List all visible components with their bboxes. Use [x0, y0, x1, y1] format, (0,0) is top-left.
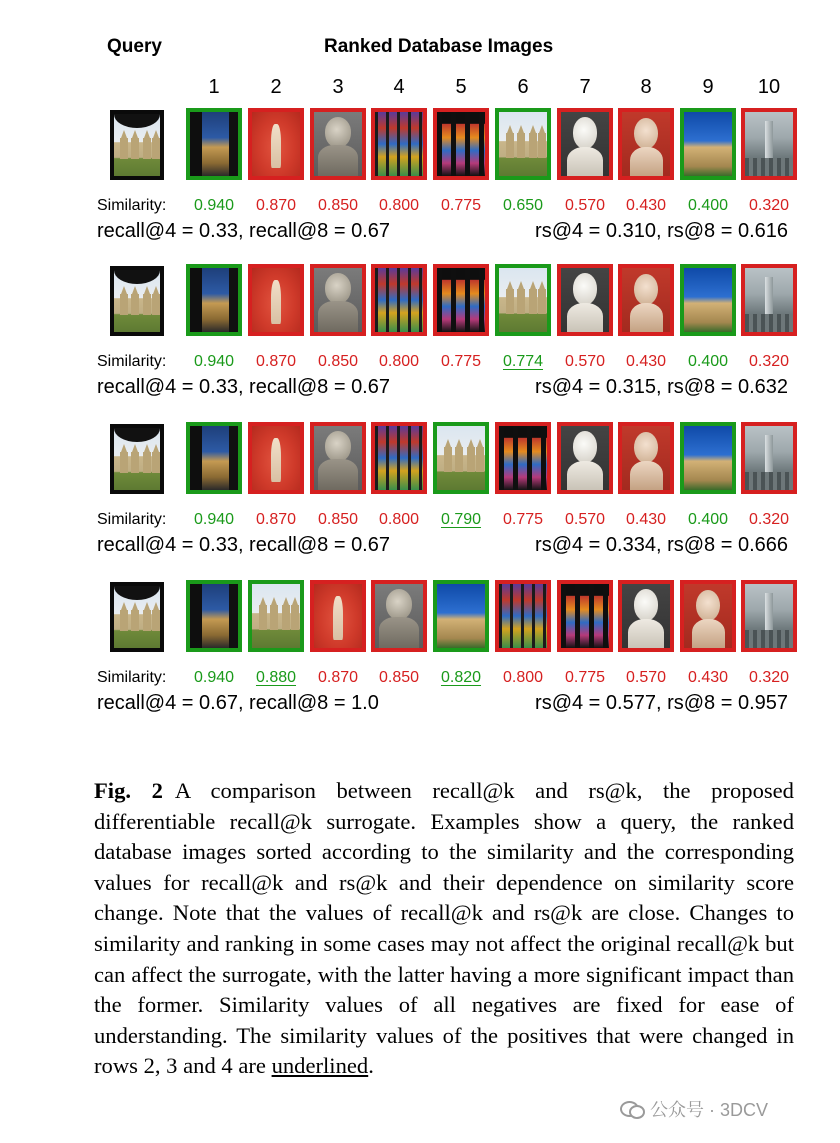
negative-image [557, 108, 613, 180]
similarity-value: 0.430 [687, 669, 729, 686]
statue-picture [252, 426, 300, 490]
negative-image [433, 264, 489, 336]
statue-picture [314, 584, 362, 648]
negative-image [248, 422, 304, 494]
negative-image [557, 580, 613, 652]
negative-image [248, 108, 304, 180]
negative-image [248, 264, 304, 336]
college-picture [252, 584, 300, 648]
negative-image [371, 108, 427, 180]
caption-text: A comparison between recall@k and rs@k, the proposed differentiable recall@k surrogate. Examples show a query, the ranked database images sorted according to the similarity and the corresponding values for recall@k and rs@k and their dependence on similarity score change. Note that the values of recall@k and rs@k are close. Changes to similarity and ranking in some cases may not affect the original recall@k but can affect the surrogate, with the latter having a more significant impact than the former. Similarity values of all negatives are fixed for ease of understanding. The similarity values of the positives that were changed in rows 2, 3 and 4 are [94, 778, 794, 1079]
positive-image [495, 264, 551, 336]
similarity-value: 0.940 [193, 511, 235, 528]
negative-image [310, 108, 366, 180]
bust-picture [314, 112, 362, 176]
query-image [110, 424, 164, 494]
similarity-value: 0.570 [625, 669, 667, 686]
similarity-value: 0.775 [564, 669, 606, 686]
similarity-value: 0.800 [378, 353, 420, 370]
similarity-value: 0.800 [378, 511, 420, 528]
query-image [110, 582, 164, 652]
glass-picture [499, 584, 547, 648]
city-picture [745, 112, 793, 176]
negative-image [310, 422, 366, 494]
negative-image [618, 264, 674, 336]
similarity-value: 0.870 [255, 511, 297, 528]
caption-label: Fig. 2 [94, 778, 163, 803]
rs-metrics: rs@4 = 0.577, rs@8 = 0.957 [535, 692, 788, 714]
rs-metrics: rs@4 = 0.315, rs@8 = 0.632 [535, 376, 788, 398]
negative-image [618, 108, 674, 180]
similarity-label: Similarity: [97, 353, 167, 370]
city-picture [745, 426, 793, 490]
query-image [110, 110, 164, 180]
rank-number: 10 [757, 76, 781, 98]
positive-image [680, 108, 736, 180]
woman-picture [561, 112, 609, 176]
negative-image [371, 422, 427, 494]
positive-image [680, 422, 736, 494]
caption-end: . [368, 1053, 374, 1079]
night-picture [190, 112, 238, 176]
bluesky-picture [437, 584, 485, 648]
negative-image [433, 108, 489, 180]
similarity-value: 0.775 [502, 511, 544, 528]
similarity-value: 0.880 [255, 669, 297, 686]
recall-metrics: recall@4 = 0.33, recall@8 = 0.67 [97, 376, 390, 398]
header-ranked: Ranked Database Images [324, 36, 554, 57]
positive-image [433, 422, 489, 494]
negative-image [680, 580, 736, 652]
bluesky-picture [684, 112, 732, 176]
wechat-icon [620, 1099, 644, 1119]
positive-image [495, 108, 551, 180]
query-picture [114, 270, 160, 332]
similarity-value: 0.570 [564, 511, 606, 528]
query-picture [114, 114, 160, 176]
bust-picture [375, 584, 423, 648]
college-picture [437, 426, 485, 490]
similarity-value: 0.940 [193, 669, 235, 686]
similarity-value: 0.650 [502, 197, 544, 214]
bust-picture [314, 426, 362, 490]
statue-picture [252, 268, 300, 332]
similarity-value: 0.320 [748, 669, 790, 686]
similarity-label: Similarity: [97, 197, 167, 214]
night-picture [190, 426, 238, 490]
negative-image [741, 580, 797, 652]
woman-picture [622, 584, 670, 648]
night-picture [190, 268, 238, 332]
similarity-value: 0.870 [255, 197, 297, 214]
query-picture [114, 428, 160, 490]
rank-number: 4 [393, 76, 405, 98]
negative-image [618, 422, 674, 494]
rank-number: 8 [640, 76, 652, 98]
rank-number: 6 [517, 76, 529, 98]
similarity-value: 0.850 [317, 197, 359, 214]
header-query: Query [107, 36, 162, 57]
redbust-picture [684, 584, 732, 648]
bust-picture [314, 268, 362, 332]
night-picture [190, 584, 238, 648]
glass2-picture [437, 112, 485, 176]
positive-image [186, 108, 242, 180]
similarity-value: 0.320 [748, 197, 790, 214]
similarity-value: 0.820 [440, 669, 482, 686]
similarity-label: Similarity: [97, 669, 167, 686]
negative-image [557, 422, 613, 494]
figure-caption [94, 776, 794, 1082]
recall-metrics: recall@4 = 0.33, recall@8 = 0.67 [97, 220, 390, 242]
similarity-value: 0.870 [317, 669, 359, 686]
similarity-value: 0.430 [625, 197, 667, 214]
rank-number: 5 [455, 76, 467, 98]
similarity-value: 0.400 [687, 511, 729, 528]
glass2-picture [561, 584, 609, 648]
rank-number: 2 [270, 76, 282, 98]
similarity-value: 0.800 [378, 197, 420, 214]
positive-image [433, 580, 489, 652]
bluesky-picture [684, 426, 732, 490]
positive-image [680, 264, 736, 336]
query-picture [114, 586, 160, 648]
positive-image [248, 580, 304, 652]
college-picture [499, 112, 547, 176]
glass-picture [375, 426, 423, 490]
similarity-value: 0.940 [193, 197, 235, 214]
caption-underlined: underlined [271, 1053, 369, 1079]
negative-image [741, 264, 797, 336]
similarity-value: 0.850 [378, 669, 420, 686]
similarity-label: Similarity: [97, 511, 167, 528]
similarity-value: 0.430 [625, 353, 667, 370]
positive-image [186, 580, 242, 652]
negative-image [310, 264, 366, 336]
similarity-value: 0.870 [255, 353, 297, 370]
glass2-picture [499, 426, 547, 490]
similarity-value: 0.570 [564, 197, 606, 214]
woman-picture [561, 268, 609, 332]
negative-image [618, 580, 674, 652]
similarity-value: 0.775 [440, 197, 482, 214]
watermark [620, 1096, 768, 1122]
rs-metrics: rs@4 = 0.310, rs@8 = 0.616 [535, 220, 788, 242]
similarity-value: 0.940 [193, 353, 235, 370]
rank-number: 9 [702, 76, 714, 98]
positive-image [186, 422, 242, 494]
similarity-value: 0.570 [564, 353, 606, 370]
similarity-value: 0.850 [317, 511, 359, 528]
watermark-text: 公众号 · 3DCV [650, 1100, 769, 1120]
rank-number: 3 [332, 76, 344, 98]
redbust-picture [622, 112, 670, 176]
positive-image [186, 264, 242, 336]
similarity-value: 0.320 [748, 511, 790, 528]
glass-picture [375, 268, 423, 332]
negative-image [741, 108, 797, 180]
similarity-value: 0.800 [502, 669, 544, 686]
similarity-value: 0.775 [440, 353, 482, 370]
recall-metrics: recall@4 = 0.33, recall@8 = 0.67 [97, 534, 390, 556]
similarity-value: 0.320 [748, 353, 790, 370]
negative-image [495, 422, 551, 494]
similarity-value: 0.850 [317, 353, 359, 370]
redbust-picture [622, 268, 670, 332]
query-image [110, 266, 164, 336]
similarity-value: 0.400 [687, 197, 729, 214]
city-picture [745, 584, 793, 648]
woman-picture [561, 426, 609, 490]
bluesky-picture [684, 268, 732, 332]
glass2-picture [437, 268, 485, 332]
negative-image [371, 580, 427, 652]
similarity-value: 0.790 [440, 511, 482, 528]
statue-picture [252, 112, 300, 176]
redbust-picture [622, 426, 670, 490]
city-picture [745, 268, 793, 332]
similarity-value: 0.774 [502, 353, 544, 370]
negative-image [495, 580, 551, 652]
rs-metrics: rs@4 = 0.334, rs@8 = 0.666 [535, 534, 788, 556]
similarity-value: 0.400 [687, 353, 729, 370]
negative-image [310, 580, 366, 652]
rank-number: 1 [208, 76, 220, 98]
recall-metrics: recall@4 = 0.67, recall@8 = 1.0 [97, 692, 379, 714]
negative-image [371, 264, 427, 336]
glass-picture [375, 112, 423, 176]
college-picture [499, 268, 547, 332]
negative-image [557, 264, 613, 336]
rank-number: 7 [579, 76, 591, 98]
similarity-value: 0.430 [625, 511, 667, 528]
negative-image [741, 422, 797, 494]
